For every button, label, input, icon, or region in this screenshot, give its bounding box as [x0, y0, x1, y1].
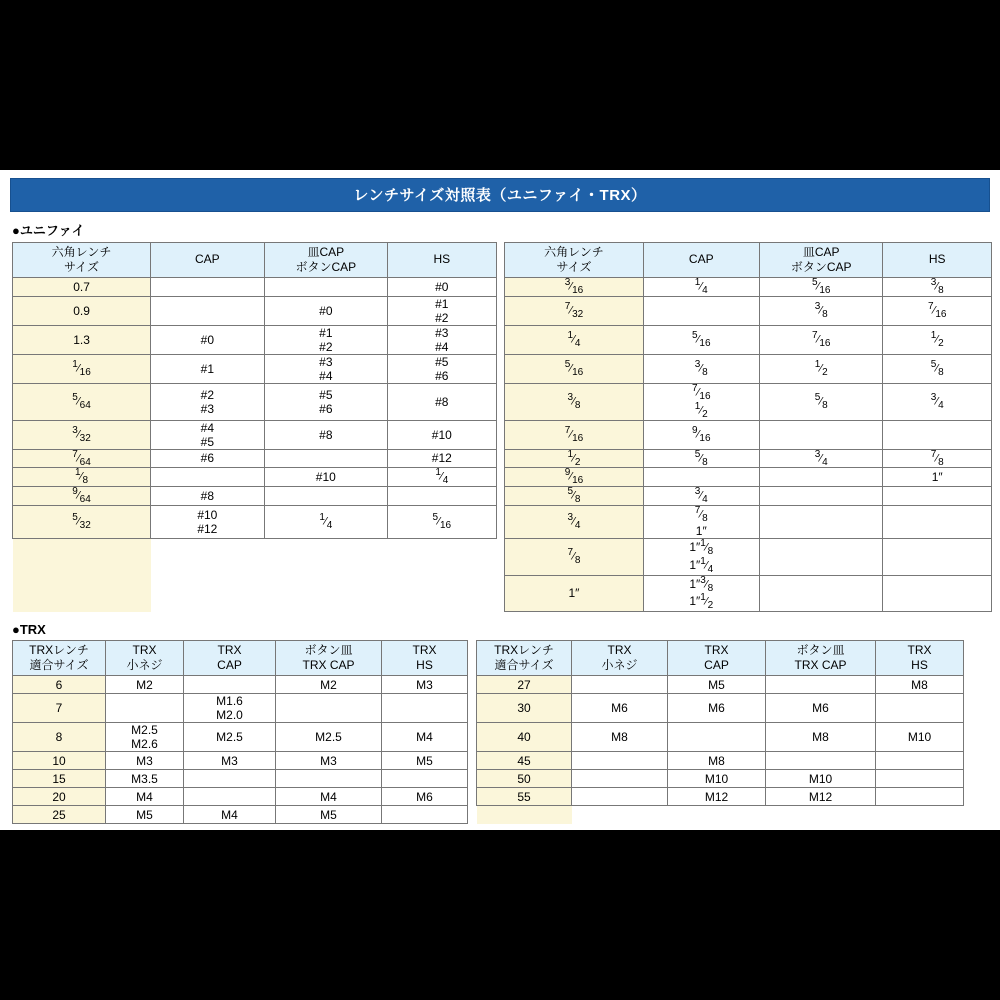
row-value-cell: [760, 575, 883, 612]
row-value-cell: [572, 770, 668, 788]
row-value-cell: $^1⁄_4$: [388, 468, 497, 487]
row-key-cell: $^1⁄_4$: [505, 325, 643, 354]
row-value-cell: $^7⁄_{16}$ $^1⁄_2$: [643, 383, 760, 420]
row-value-cell: $^5⁄_{16}$: [760, 278, 883, 297]
row-value-cell: M2.5: [276, 723, 382, 752]
unify-col-hs-right: HS: [883, 243, 992, 278]
row-key-cell: $^7⁄_{16}$: [505, 420, 643, 449]
row-value-cell: [382, 770, 468, 788]
row-value-cell: $^3⁄_4$: [760, 449, 883, 468]
row-value-cell: [264, 449, 387, 468]
unify-col-sara-left: 皿CAP ボタンCAP: [264, 243, 387, 278]
row-value-cell: [572, 788, 668, 806]
row-value-cell: [760, 487, 883, 506]
row-value-cell: M10: [668, 770, 766, 788]
table-gap: [468, 770, 477, 788]
row-key-cell: 20: [13, 788, 106, 806]
table-gap: [468, 694, 477, 723]
row-value-cell: [668, 806, 766, 824]
table-gap: [468, 752, 477, 770]
table-row: [13, 487, 992, 506]
row-value-cell: M2: [106, 676, 184, 694]
row-key-cell: 50: [477, 770, 572, 788]
row-value-cell: M4: [382, 723, 468, 752]
row-value-cell: [643, 296, 760, 325]
row-key-cell: 25: [13, 806, 106, 824]
section-label-unify: ●ユニファイ: [12, 223, 85, 238]
row-value-cell: $^3⁄_4$: [643, 487, 760, 506]
row-key-cell: 30: [477, 694, 572, 723]
row-value-cell: M8: [876, 676, 964, 694]
row-value-cell: #5 #6: [264, 383, 387, 420]
row-value-cell: M5: [276, 806, 382, 824]
row-value-cell: $1''^3⁄_8$ $1''^1⁄_2$: [643, 575, 760, 612]
trx-col-cap-left: TRX CAP: [184, 641, 276, 676]
row-value-cell: $^1⁄_4$: [643, 278, 760, 297]
row-key-cell: $^3⁄_{32}$: [13, 420, 151, 449]
row-value-cell: #0: [151, 325, 265, 354]
row-key-cell: 45: [477, 752, 572, 770]
table-gap: [496, 468, 505, 487]
table-gap: [496, 506, 505, 539]
row-value-cell: #4 #5: [151, 420, 265, 449]
unify-col-sara-right: 皿CAP ボタンCAP: [760, 243, 883, 278]
trx-col-button-right: ボタン皿 TRX CAP: [766, 641, 876, 676]
row-value-cell: [276, 770, 382, 788]
row-value-cell: [106, 694, 184, 723]
trx-col-size-right: TRXレンチ 適合サイズ: [477, 641, 572, 676]
row-value-cell: M8: [766, 723, 876, 752]
row-value-cell: $^1⁄_2$: [883, 325, 992, 354]
row-value-cell: [184, 770, 276, 788]
table-gap: [496, 278, 505, 297]
trx-header-row: [13, 641, 964, 676]
row-value-cell: M12: [668, 788, 766, 806]
table-gap: [496, 354, 505, 383]
row-value-cell: M1.6 M2.0: [184, 694, 276, 723]
row-value-cell: $^5⁄_8$: [883, 354, 992, 383]
table-gap: [496, 420, 505, 449]
table-row: [13, 325, 992, 354]
row-value-cell: #10 #12: [151, 506, 265, 539]
table-row: [13, 806, 964, 824]
trx-body: [13, 676, 964, 824]
row-key-cell: 40: [477, 723, 572, 752]
section-label-trx: ●TRX: [12, 622, 46, 638]
row-key-cell: $^7⁄_{32}$: [505, 296, 643, 325]
row-value-cell: [276, 694, 382, 723]
row-value-cell: [876, 788, 964, 806]
row-value-cell: [643, 468, 760, 487]
row-key-cell: 1.3: [13, 325, 151, 354]
row-value-cell: M2.5: [184, 723, 276, 752]
row-value-cell: [572, 676, 668, 694]
row-value-cell: [668, 723, 766, 752]
row-value-cell: #1: [151, 354, 265, 383]
table-gap: [468, 788, 477, 806]
row-value-cell: [760, 506, 883, 539]
trx-col-size-left: TRXレンチ 適合サイズ: [13, 641, 106, 676]
row-key-cell: $^5⁄_8$: [505, 487, 643, 506]
row-value-cell: [382, 694, 468, 723]
row-value-cell: M5: [106, 806, 184, 824]
row-value-cell: $^5⁄_8$: [760, 383, 883, 420]
row-value-cell: [883, 538, 992, 575]
row-value-cell: M10: [766, 770, 876, 788]
row-value-cell: #10: [264, 468, 387, 487]
row-value-cell: $^7⁄_8$ 1″: [643, 506, 760, 539]
row-key-cell: $^5⁄_{64}$: [13, 383, 151, 420]
row-key-cell: 0.9: [13, 296, 151, 325]
row-value-cell: #3 #4: [264, 354, 387, 383]
row-value-cell: $^7⁄_8$: [883, 449, 992, 468]
row-value-cell: M4: [184, 806, 276, 824]
table-gap: [468, 641, 477, 676]
table-row: [13, 676, 964, 694]
table-gap: [496, 383, 505, 420]
table-row: [13, 770, 964, 788]
table-row: [13, 420, 992, 449]
row-value-cell: #1 #2: [388, 296, 497, 325]
table-row: [13, 788, 964, 806]
trx-col-cap-right: TRX CAP: [668, 641, 766, 676]
row-value-cell: M5: [668, 676, 766, 694]
row-value-cell: $1''^1⁄_8$ $1''^1⁄_4$: [643, 538, 760, 575]
row-key-cell: $^1⁄_2$: [505, 449, 643, 468]
row-key-cell: [477, 806, 572, 824]
unify-col-size-right: 六角レンチ サイズ: [505, 243, 643, 278]
table-gap: [468, 676, 477, 694]
row-key-cell: 27: [477, 676, 572, 694]
row-key-cell: 6: [13, 676, 106, 694]
row-value-cell: [151, 468, 265, 487]
unify-body: [13, 278, 992, 612]
unify-header-row: [13, 243, 992, 278]
row-key-cell: $^9⁄_{64}$: [13, 487, 151, 506]
row-value-cell: M8: [668, 752, 766, 770]
row-value-cell: #3 #4: [388, 325, 497, 354]
row-value-cell: [883, 575, 992, 612]
row-value-cell: M6: [668, 694, 766, 723]
row-value-cell: 1″: [883, 468, 992, 487]
table-row: [13, 538, 992, 575]
row-key-cell: $^1⁄_{16}$: [13, 354, 151, 383]
trx-col-konegi-left: TRX 小ネジ: [106, 641, 184, 676]
row-key-cell: [13, 538, 151, 575]
row-value-cell: M3: [106, 752, 184, 770]
row-value-cell: #10: [388, 420, 497, 449]
row-value-cell: [184, 676, 276, 694]
table-gap: [468, 806, 477, 824]
row-value-cell: $^9⁄_{16}$: [643, 420, 760, 449]
unify-col-cap-left: CAP: [151, 243, 265, 278]
row-key-cell: $^3⁄_8$: [505, 383, 643, 420]
row-value-cell: #8: [388, 383, 497, 420]
table-gap: [496, 575, 505, 612]
row-value-cell: [876, 752, 964, 770]
row-value-cell: [876, 770, 964, 788]
row-value-cell: M3.5: [106, 770, 184, 788]
table-row: [13, 752, 964, 770]
datasheet-page: [0, 170, 1000, 830]
unify-col-hs-left: HS: [388, 243, 497, 278]
row-value-cell: [876, 694, 964, 723]
table-gap: [496, 538, 505, 575]
row-key-cell: 55: [477, 788, 572, 806]
row-value-cell: [760, 420, 883, 449]
table-row: [13, 694, 964, 723]
row-value-cell: [388, 487, 497, 506]
table-gap: [496, 296, 505, 325]
row-value-cell: [572, 752, 668, 770]
row-value-cell: [151, 575, 265, 612]
row-value-cell: [766, 752, 876, 770]
row-value-cell: M4: [106, 788, 184, 806]
trx-table: [12, 640, 964, 824]
table-row: [13, 278, 992, 297]
row-key-cell: $^9⁄_{16}$: [505, 468, 643, 487]
row-value-cell: $^3⁄_8$: [643, 354, 760, 383]
row-value-cell: [184, 788, 276, 806]
row-value-cell: #2 #3: [151, 383, 265, 420]
row-value-cell: [766, 676, 876, 694]
row-value-cell: [151, 538, 265, 575]
table-row: [13, 296, 992, 325]
row-key-cell: 7: [13, 694, 106, 723]
trx-col-hs-right: TRX HS: [876, 641, 964, 676]
row-value-cell: #1 #2: [264, 325, 387, 354]
row-value-cell: M6: [382, 788, 468, 806]
table-gap: [496, 325, 505, 354]
row-value-cell: #6: [151, 449, 265, 468]
row-value-cell: #8: [264, 420, 387, 449]
unify-table: [12, 242, 992, 612]
trx-col-konegi-right: TRX 小ネジ: [572, 641, 668, 676]
row-value-cell: #0: [264, 296, 387, 325]
row-key-cell: $^5⁄_{16}$: [505, 354, 643, 383]
row-key-cell: [13, 575, 151, 612]
row-key-cell: 1″: [505, 575, 643, 612]
table-row: [13, 383, 992, 420]
row-value-cell: $^3⁄_4$: [883, 383, 992, 420]
row-key-cell: 8: [13, 723, 106, 752]
row-key-cell: 15: [13, 770, 106, 788]
row-value-cell: $^5⁄_{16}$: [643, 325, 760, 354]
row-key-cell: $^7⁄_{64}$: [13, 449, 151, 468]
row-value-cell: [264, 278, 387, 297]
row-value-cell: [264, 538, 387, 575]
row-key-cell: 0.7: [13, 278, 151, 297]
unify-table-wrap: [12, 242, 992, 612]
row-value-cell: $^3⁄_8$: [760, 296, 883, 325]
row-value-cell: [151, 278, 265, 297]
unify-col-size-left: 六角レンチ サイズ: [13, 243, 151, 278]
row-value-cell: M2.5 M2.6: [106, 723, 184, 752]
page-title: レンチサイズ対照表（ユニファイ・TRX）: [10, 178, 990, 212]
row-value-cell: #12: [388, 449, 497, 468]
row-value-cell: $^7⁄_{16}$: [883, 296, 992, 325]
table-gap: [496, 243, 505, 278]
row-value-cell: $^5⁄_{16}$: [388, 506, 497, 539]
row-value-cell: M3: [276, 752, 382, 770]
row-value-cell: M6: [572, 694, 668, 723]
row-value-cell: [264, 487, 387, 506]
row-value-cell: M12: [766, 788, 876, 806]
table-gap: [468, 723, 477, 752]
row-value-cell: $^3⁄_8$: [883, 278, 992, 297]
trx-col-button-left: ボタン皿 TRX CAP: [276, 641, 382, 676]
table-row: [13, 449, 992, 468]
row-key-cell: $^1⁄_8$: [13, 468, 151, 487]
row-value-cell: [572, 806, 668, 824]
row-value-cell: [388, 575, 497, 612]
row-value-cell: [760, 538, 883, 575]
table-row: [13, 723, 964, 752]
row-value-cell: M6: [766, 694, 876, 723]
table-row: [13, 575, 992, 612]
row-value-cell: M3: [382, 676, 468, 694]
row-key-cell: 10: [13, 752, 106, 770]
row-value-cell: M3: [184, 752, 276, 770]
row-value-cell: M5: [382, 752, 468, 770]
row-value-cell: $^5⁄_8$: [643, 449, 760, 468]
trx-table-wrap: [12, 640, 992, 824]
table-gap: [496, 487, 505, 506]
row-value-cell: [264, 575, 387, 612]
row-key-cell: $^7⁄_8$: [505, 538, 643, 575]
row-key-cell: $^3⁄_{16}$: [505, 278, 643, 297]
row-value-cell: $^7⁄_{16}$: [760, 325, 883, 354]
table-row: [13, 468, 992, 487]
row-value-cell: [151, 296, 265, 325]
trx-col-hs-left: TRX HS: [382, 641, 468, 676]
row-value-cell: #8: [151, 487, 265, 506]
table-gap: [496, 449, 505, 468]
row-value-cell: [883, 506, 992, 539]
row-key-cell: $^3⁄_4$: [505, 506, 643, 539]
row-value-cell: $^1⁄_4$: [264, 506, 387, 539]
row-value-cell: M2: [276, 676, 382, 694]
row-value-cell: [883, 487, 992, 506]
row-key-cell: $^5⁄_{32}$: [13, 506, 151, 539]
unify-col-cap-right: CAP: [643, 243, 760, 278]
row-value-cell: [388, 538, 497, 575]
row-value-cell: M10: [876, 723, 964, 752]
table-row: [13, 506, 992, 539]
row-value-cell: #5 #6: [388, 354, 497, 383]
row-value-cell: #0: [388, 278, 497, 297]
row-value-cell: $^1⁄_2$: [760, 354, 883, 383]
row-value-cell: [883, 420, 992, 449]
row-value-cell: [766, 806, 876, 824]
row-value-cell: M4: [276, 788, 382, 806]
row-value-cell: M8: [572, 723, 668, 752]
row-value-cell: [876, 806, 964, 824]
row-value-cell: [382, 806, 468, 824]
row-value-cell: [760, 468, 883, 487]
table-row: [13, 354, 992, 383]
